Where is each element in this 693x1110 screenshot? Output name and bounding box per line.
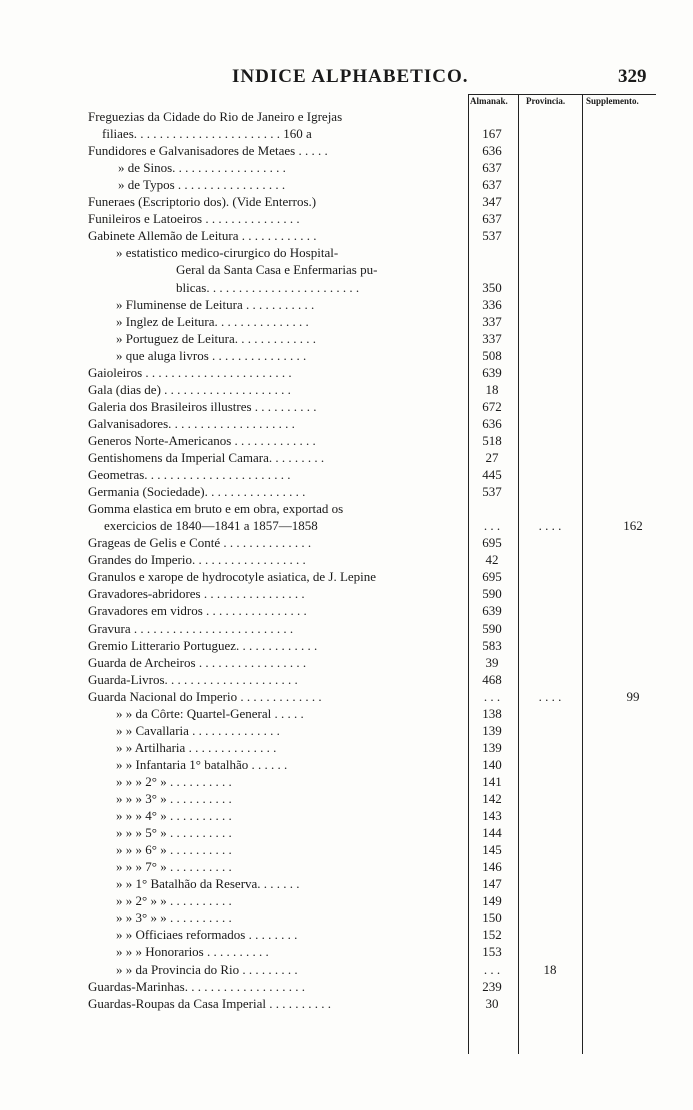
entry-label: » » » 3° » . . . . . . . . . . <box>116 791 232 806</box>
index-entry <box>0 500 693 517</box>
entry-label: Guarda-Livros. . . . . . . . . . . . . . . . . . . . . <box>88 671 298 687</box>
provincia-page: . . . . <box>538 518 562 534</box>
almanak-page: 337 <box>482 313 502 329</box>
almanak-page: 30 <box>485 995 499 1011</box>
entry-label: Granulos e xarope de hydrocotyle asiatica, de J. Lepine <box>88 569 377 585</box>
entry-label: » » da Côrte: Quartel-General . . . . . <box>116 705 304 721</box>
index-entry <box>0 466 693 483</box>
index-entry <box>0 142 693 159</box>
index-entry <box>0 398 693 415</box>
almanak-page: 42 <box>485 552 499 568</box>
index-entry <box>0 875 693 892</box>
almanak-page: 140 <box>482 756 502 772</box>
index-entry <box>0 926 693 943</box>
almanak-page: 336 <box>482 296 502 312</box>
entry-label: » Portuguez de Leitura. . . . . . . . . . . . . <box>116 330 317 346</box>
index-entry <box>0 193 693 210</box>
supplemento-page: 162 <box>623 518 643 534</box>
column-header-almanak: Almanak. <box>470 96 508 106</box>
index-entry <box>0 739 693 756</box>
entry-label: » » 3° » » . . . . . . . . . . <box>116 910 232 926</box>
almanak-page: 639 <box>482 364 502 380</box>
entry-label: » » Cavallaria . . . . . . . . . . . . . . <box>116 722 280 738</box>
index-entry <box>0 261 693 278</box>
almanak-page: 147 <box>482 876 502 892</box>
entry-label: filiaes. . . . . . . . . . . . . . . . . . . . . . . 160 a <box>102 126 312 142</box>
entry-label: Gravura . . . . . . . . . . . . . . . . . . . . . . . . . <box>88 620 294 636</box>
index-entry <box>0 125 693 142</box>
entry-label: Funileiros e Latoeiros . . . . . . . . . . . . . . . <box>88 211 300 227</box>
almanak-page: 146 <box>482 859 502 875</box>
entry-label: » » 2° » » . . . . . . . . . . <box>116 893 232 909</box>
almanak-page: 695 <box>482 569 502 585</box>
entry-label: » de Typos . . . . . . . . . . . . . . . . . <box>118 177 286 193</box>
entry-label: Guardas-Roupas da Casa Imperial . . . . . . . . . . <box>88 995 331 1011</box>
entry-label: Generos Norte-Americanos . . . . . . . . . . . . . <box>88 432 316 448</box>
entry-label: » » » 6° » . . . . . . . . . . <box>116 842 232 858</box>
almanak-page: 637 <box>482 177 502 193</box>
entry-label: » de Sinos. . . . . . . . . . . . . . . . . . <box>118 160 286 176</box>
index-entry <box>0 534 693 551</box>
entry-label: Gentishomens da Imperial Camara. . . . . . . . . <box>88 450 325 465</box>
entry-label: Funeraes (Escriptorio dos). (Vide Enterros.) <box>88 194 317 210</box>
entry-label: Germania (Sociedade). . . . . . . . . . . . . . . . <box>88 484 306 500</box>
index-entry <box>0 108 693 125</box>
almanak-page: 672 <box>482 398 502 414</box>
almanak-page: 508 <box>482 347 502 363</box>
index-entry <box>0 773 693 790</box>
index-entry <box>0 568 693 585</box>
entry-label: » Inglez de Leitura. . . . . . . . . . . . . . . <box>116 313 309 329</box>
index-entry <box>0 790 693 807</box>
page-title: INDICE ALPHABETICO. <box>232 66 469 87</box>
index-entry <box>0 602 693 619</box>
index-entry <box>0 483 693 500</box>
entry-label: » » 1° Batalhão da Reserva. . . . . . . <box>116 876 300 892</box>
entry-label: Guarda Nacional do Imperio . . . . . . . . . . . . . <box>88 688 322 704</box>
entry-label: Galeria dos Brasileiros illustres . . . . . . . . . . <box>88 398 317 414</box>
index-entry <box>0 432 693 449</box>
almanak-page: 445 <box>482 467 502 483</box>
index-entry <box>0 244 693 261</box>
almanak-page: 138 <box>482 705 502 721</box>
almanak-page: 145 <box>482 842 502 858</box>
almanak-page: 152 <box>482 927 502 943</box>
provincia-page: . . . . <box>538 688 562 704</box>
almanak-page: 39 <box>485 654 499 670</box>
almanak-page: 150 <box>482 910 502 926</box>
index-entry <box>0 279 693 296</box>
almanak-page: 695 <box>482 535 502 551</box>
almanak-page: 637 <box>482 160 502 176</box>
index-entry <box>0 227 693 244</box>
entry-label: Gravadores-abridores . . . . . . . . . . . . . . . . <box>88 586 305 602</box>
index-entry <box>0 841 693 858</box>
index-entry <box>0 995 693 1012</box>
entry-label: Gabinete Allemão de Leitura . . . . . . . . . . . . <box>88 228 317 244</box>
index-entry <box>0 449 693 466</box>
index-entry <box>0 637 693 654</box>
index-entry <box>0 978 693 995</box>
almanak-page: 537 <box>482 228 502 244</box>
page-number: 329 <box>618 66 647 87</box>
entry-label: » » Infantaria 1° batalhão . . . . . . <box>116 756 288 772</box>
almanak-page: 139 <box>482 739 502 755</box>
entry-label: Guardas-Marinhas. . . . . . . . . . . . . . . . . . . <box>88 978 305 994</box>
almanak-page: 639 <box>482 603 502 619</box>
index-entry <box>0 688 693 705</box>
almanak-page: 637 <box>482 211 502 227</box>
almanak-page: 142 <box>482 791 502 806</box>
entry-label: » » » 5° » . . . . . . . . . . <box>116 825 232 841</box>
almanak-page: 167 <box>482 126 502 142</box>
column-header-provincia: Provincia. <box>526 96 566 106</box>
almanak-page: 583 <box>482 637 502 653</box>
almanak-page: 139 <box>482 722 502 738</box>
entry-label: Grandes do Imperio. . . . . . . . . . . . . . . . . . <box>88 552 306 568</box>
almanak-page: 18 <box>485 381 499 397</box>
almanak-page: 153 <box>482 944 502 960</box>
index-entry <box>0 415 693 432</box>
index-entry <box>0 671 693 688</box>
almanak-page: 143 <box>482 808 502 824</box>
entry-label: Gremio Litterario Portuguez. . . . . . . . . . . . . <box>88 637 318 653</box>
index-entry <box>0 364 693 381</box>
entry-label: Gomma elastica em bruto e em obra, exportad os <box>88 501 344 517</box>
almanak-page: 144 <box>482 825 502 841</box>
almanak-page: 518 <box>482 432 502 448</box>
entry-label: Grageas de Gelis e Conté . . . . . . . . . . . . . . <box>88 535 312 551</box>
almanak-page: 149 <box>482 893 502 909</box>
index-entry <box>0 943 693 960</box>
entry-label: » » » 2° » . . . . . . . . . . <box>116 773 232 789</box>
index-entry <box>0 892 693 909</box>
entry-label: » » » Honorarios . . . . . . . . . . <box>116 944 269 960</box>
entry-label: » que aluga livros . . . . . . . . . . . . . . . <box>116 347 307 363</box>
almanak-page: 27 <box>485 450 499 465</box>
provincia-page: 18 <box>543 961 557 977</box>
almanak-page: 590 <box>482 620 502 636</box>
index-entry <box>0 858 693 875</box>
entry-label: Gravadores em vidros . . . . . . . . . . . . . . . . <box>88 603 307 619</box>
almanak-page: 537 <box>482 484 502 500</box>
index-entry <box>0 909 693 926</box>
entry-label: Fundidores e Galvanisadores de Metaes . . . . . <box>88 143 328 159</box>
index-entry <box>0 807 693 824</box>
entry-label: Guarda de Archeiros . . . . . . . . . . . . . . . . . <box>88 654 307 670</box>
index-entry <box>0 347 693 364</box>
index-entry <box>0 381 693 398</box>
index-entry <box>0 517 693 534</box>
entry-label: » estatistico medico-cirurgico do Hospital- <box>116 245 339 261</box>
entry-label: » » da Provincia do Rio . . . . . . . . . <box>116 961 298 977</box>
entry-label: » Fluminense de Leitura . . . . . . . . . . . <box>116 296 315 312</box>
entry-label: Geral da Santa Casa e Enfermarias pu- <box>176 262 378 278</box>
entry-label: exercicios de 1840—1841 a 1857—1858 <box>104 518 318 534</box>
entry-label: » » Officiaes reformados . . . . . . . . <box>116 927 298 943</box>
almanak-page: 350 <box>482 279 502 295</box>
index-entry <box>0 551 693 568</box>
index-entry <box>0 330 693 347</box>
index-entry <box>0 824 693 841</box>
index-entry <box>0 176 693 193</box>
index-entry <box>0 705 693 722</box>
almanak-page: 347 <box>482 194 502 210</box>
index-entry <box>0 296 693 313</box>
index-entry <box>0 585 693 602</box>
index-entry <box>0 722 693 739</box>
entry-label: Gala (dias de) . . . . . . . . . . . . . . . . . . . . <box>88 381 291 397</box>
entry-label: blicas. . . . . . . . . . . . . . . . . . . . . . . . <box>176 279 360 295</box>
header-rule <box>468 94 656 95</box>
almanak-page: 590 <box>482 586 502 602</box>
entry-label: Freguezias da Cidade do Rio de Janeiro e Igrejas <box>88 109 343 124</box>
index-entry <box>0 210 693 227</box>
almanak-page: 636 <box>482 415 502 431</box>
entry-label: » » » 4° » . . . . . . . . . . <box>116 808 232 824</box>
almanak-page: 239 <box>482 978 502 994</box>
index-entry <box>0 313 693 330</box>
index-entry <box>0 961 693 978</box>
almanak-page: 468 <box>482 671 502 687</box>
index-entry <box>0 159 693 176</box>
almanak-page: 636 <box>482 143 502 159</box>
almanak-page: 141 <box>482 773 502 789</box>
entry-label: Gaioleiros . . . . . . . . . . . . . . . . . . . . . . . <box>88 364 292 380</box>
almanak-page: . . . <box>483 961 501 977</box>
entry-label: Geometras. . . . . . . . . . . . . . . . . . . . . . . <box>88 467 291 483</box>
index-entry <box>0 654 693 671</box>
almanak-page: . . . <box>483 518 501 534</box>
index-entry <box>0 620 693 637</box>
entry-label: » » » 7° » . . . . . . . . . . <box>116 859 232 875</box>
almanak-page: 337 <box>482 330 502 346</box>
column-header-supplemento: Supplemento. <box>586 96 639 106</box>
supplemento-page: 99 <box>626 688 640 704</box>
index-entry <box>0 756 693 773</box>
entry-label: » » Artilharia . . . . . . . . . . . . . . <box>116 739 277 755</box>
almanak-page: . . . <box>483 688 501 704</box>
entry-label: Galvanisadores. . . . . . . . . . . . . . . . . . . . <box>88 415 295 431</box>
